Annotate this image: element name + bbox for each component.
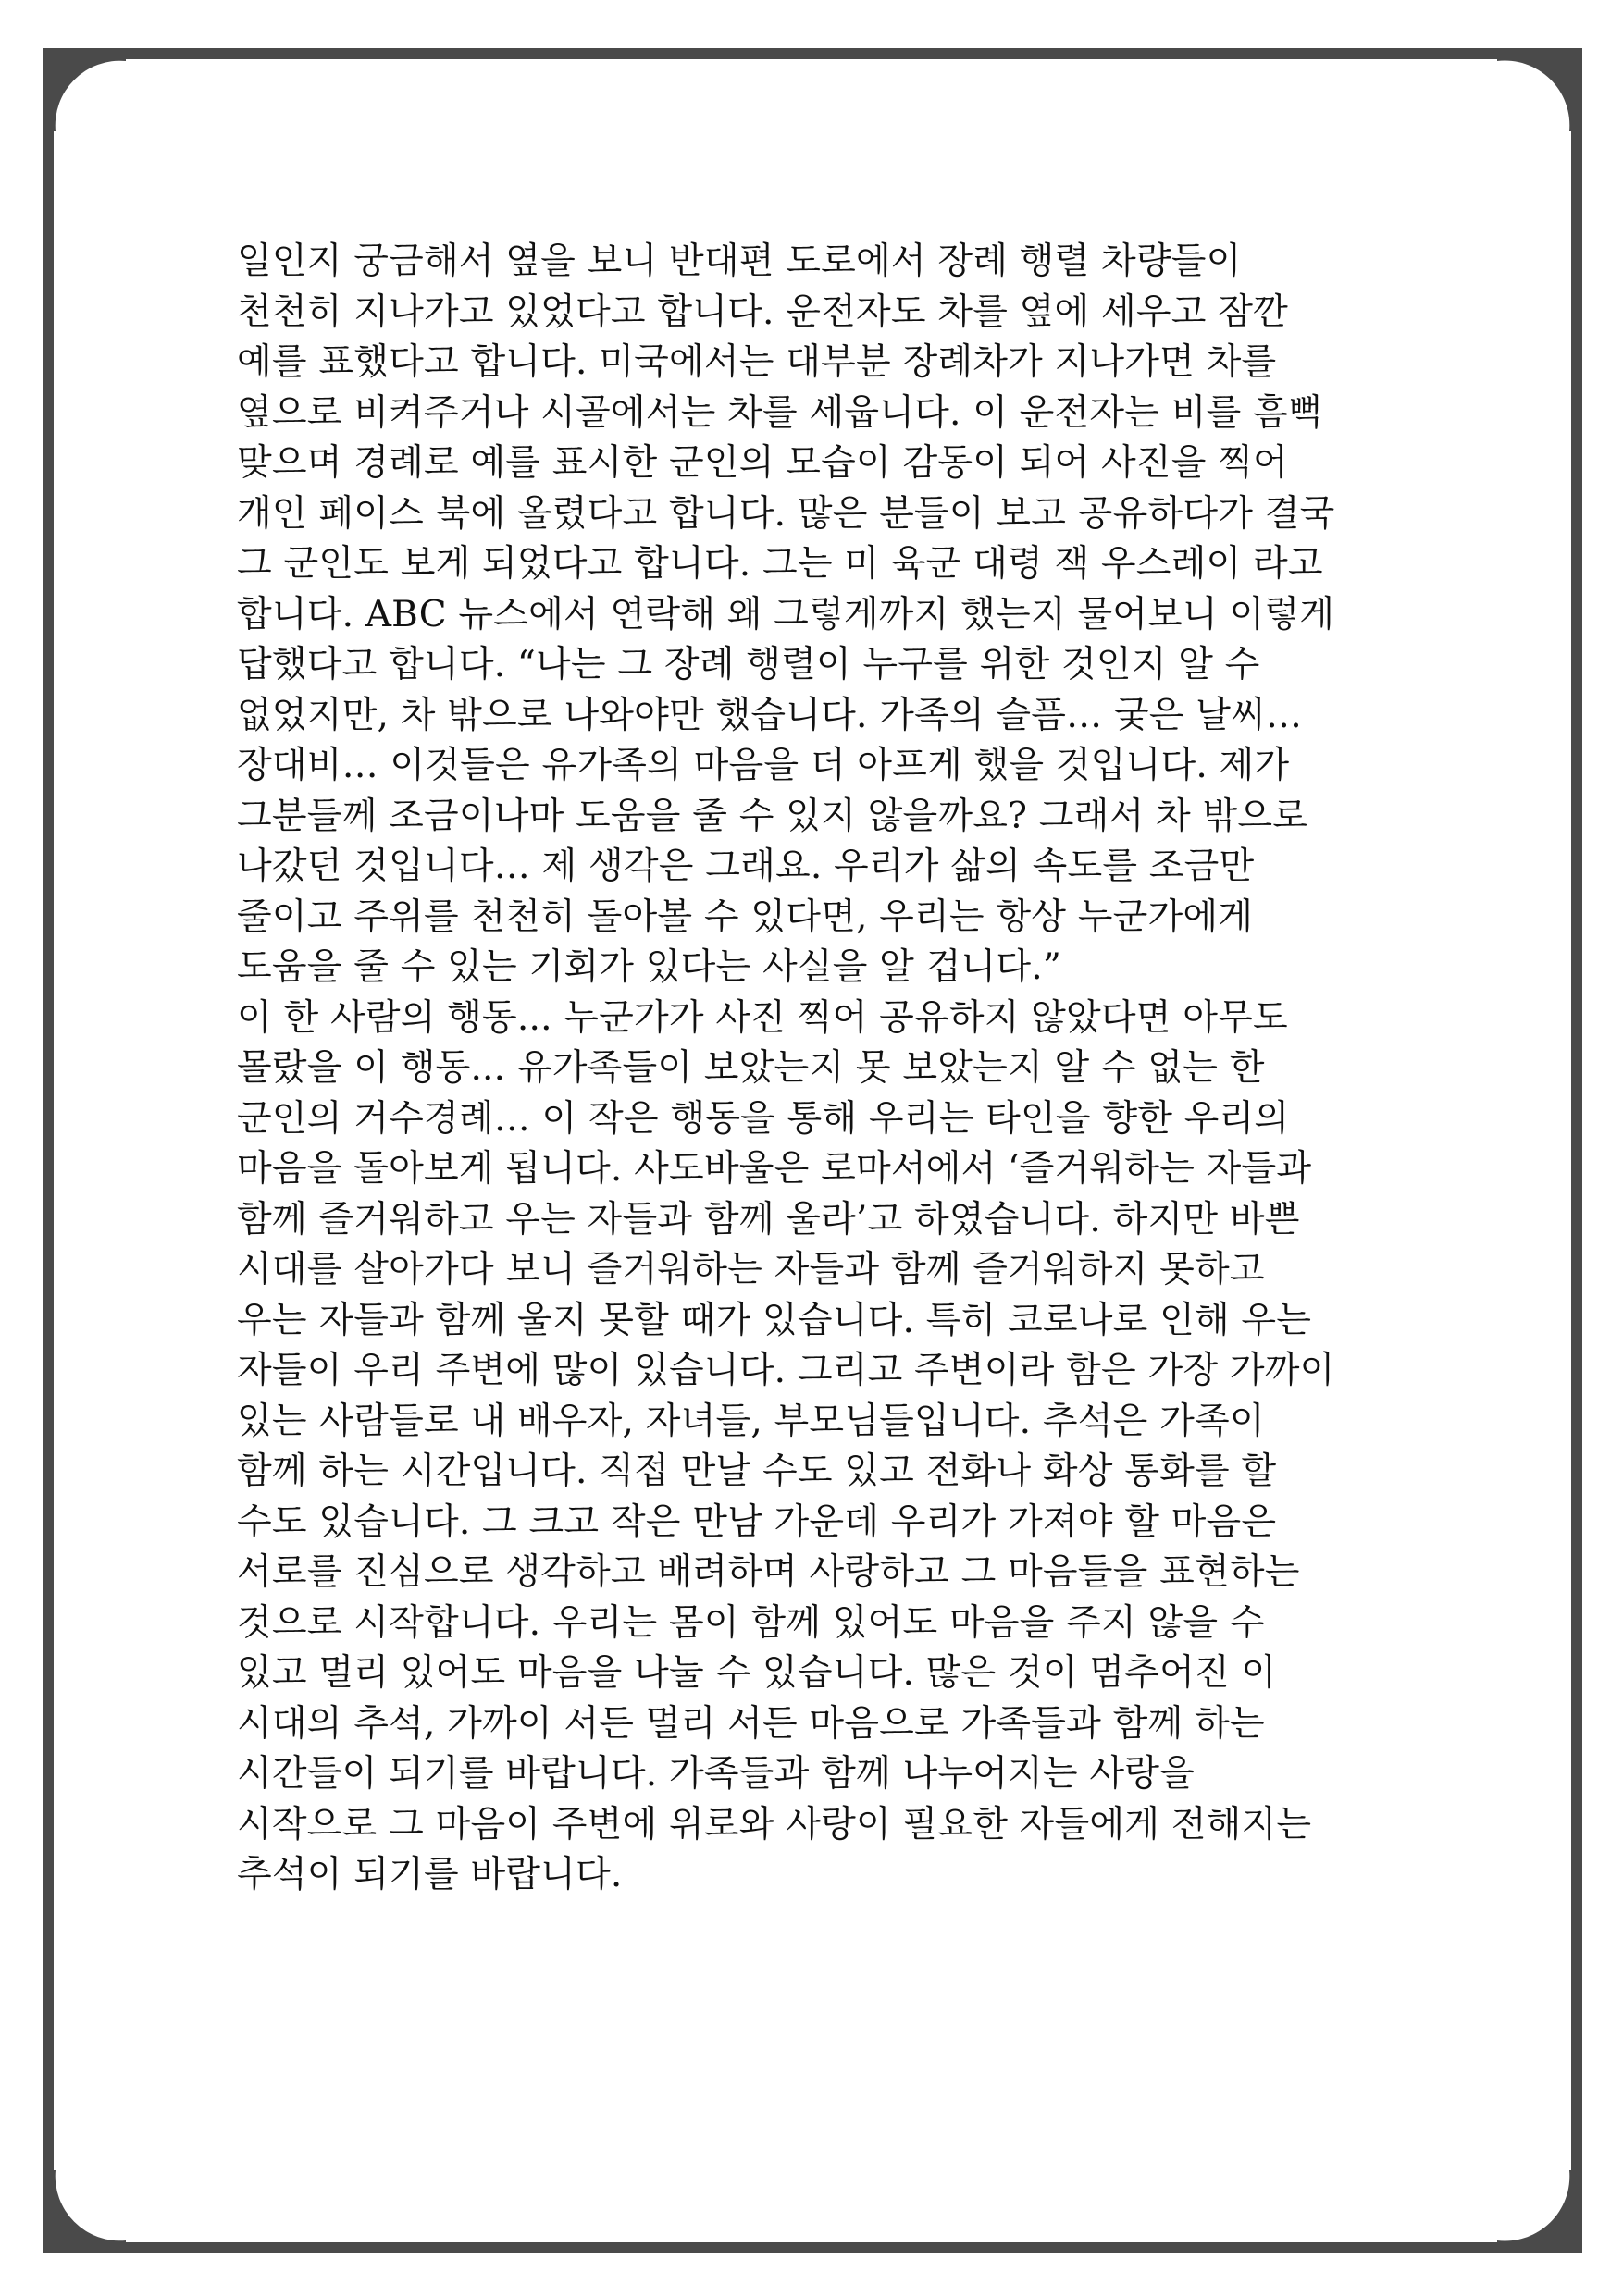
text-line: 이 한 사람의 행동... 누군가가 사진 찍어 공유하지 않았다면 아무도 — [237, 996, 1288, 1039]
text-line: 천천히 지나가고 있었다고 합니다. 운전자도 차를 옆에 세우고 잠깐 — [237, 290, 1288, 333]
corner-bottom-right — [1497, 2170, 1582, 2253]
text-line: 함께 하는 시간입니다. 직접 만날 수도 있고 전화나 화상 통화를 할 — [237, 1450, 1277, 1492]
text-line: 있고 멀리 있어도 마음을 나눌 수 있습니다. 많은 것이 멈추어진 이 — [237, 1652, 1277, 1694]
text-line: 함께 즐거워하고 우는 자들과 함께 울라’고 하였습니다. 하지만 바쁜 — [237, 1198, 1300, 1241]
text-line: 예를 표했다고 합니다. 미국에서는 대부분 장례차가 지나가면 차를 — [237, 341, 1277, 383]
text-line: 답했다고 합니다. “나는 그 장례 행렬이 누구를 위한 것인지 알 수 — [237, 644, 1260, 685]
text-line: 도움을 줄 수 있는 기회가 있다는 사실을 알 겁니다.” — [237, 946, 1061, 988]
text-line: 장대비… 이것들은 유가족의 마음을 더 아프게 했을 것입니다. 제가 — [237, 745, 1290, 786]
text-line: 것으로 시작합니다. 우리는 몸이 함께 있어도 마음을 주지 않을 수 — [237, 1601, 1265, 1644]
text-line: 시작으로 그 마음이 주변에 위로와 사랑이 필요한 자들에게 전해지는 — [237, 1803, 1312, 1845]
text-line: 수도 있습니다. 그 크고 작은 만남 가운데 우리가 가져야 할 마음은 — [237, 1500, 1277, 1543]
text-line: 서로를 진심으로 생각하고 배려하며 사랑하고 그 마음들을 표현하는 — [237, 1551, 1300, 1593]
text-line: 그 군인도 보게 되었다고 합니다. 그는 미 육군 대령 잭 우스레이 라고 — [237, 543, 1323, 585]
corner-top-right — [1497, 48, 1582, 131]
text-line: 일인지 궁금해서 옆을 보니 반대편 도로에서 장례 행렬 차량들이 — [237, 241, 1242, 282]
text-line: 군인의 거수경례… 이 작은 행동을 통해 우리는 타인을 향한 우리의 — [237, 1097, 1290, 1140]
corner-top-left — [43, 48, 126, 131]
text-line: 옆으로 비켜주거나 시골에서는 차를 세웁니다. 이 운전자는 비를 흠뻑 — [237, 391, 1323, 434]
text-line: 마음을 돌아보게 됩니다. 사도바울은 로마서에서 ‘즐거워하는 자들과 — [237, 1148, 1312, 1190]
text-line: 그분들께 조금이나마 도움을 줄 수 있지 않을까요? 그래서 차 밖으로 — [237, 795, 1308, 837]
text-line: 시대의 추석, 가까이 서든 멀리 서든 마음으로 가족들과 함께 하는 — [237, 1702, 1265, 1745]
text-line: 나갔던 것입니다… 제 생각은 그래요. 우리가 삶의 속도를 조금만 — [237, 846, 1255, 887]
text-line: 없었지만, 차 밖으로 나와야만 했습니다. 가족의 슬픔… 궂은 날씨… — [237, 694, 1303, 736]
text-line: 추석이 되기를 바랍니다. — [237, 1854, 623, 1895]
text-line: 합니다. ABC 뉴스에서 연락해 왜 그렇게까지 했는지 물어보니 이렇게 — [237, 593, 1335, 636]
text-line: 우는 자들과 함께 울지 못할 때가 있습니다. 특히 코로나로 인해 우는 — [237, 1299, 1312, 1341]
corner-bottom-left — [43, 2170, 126, 2253]
text-line: 있는 사람들로 내 배우자, 자녀들, 부모님들입니다. 추석은 가족이 — [237, 1400, 1265, 1442]
text-line: 줄이고 주위를 천천히 돌아볼 수 있다면, 우리는 항상 누군가에게 — [237, 895, 1254, 938]
text-line: 시간들이 되기를 바랍니다. 가족들과 함께 나누어지는 사랑을 — [237, 1753, 1196, 1795]
text-line: 자들이 우리 주변에 많이 있습니다. 그리고 주변이라 함은 가장 가까이 — [237, 1350, 1335, 1391]
text-line: 맞으며 경례로 예를 표시한 군인의 모습이 감동이 되어 사진을 찍어 — [237, 442, 1288, 484]
text-line: 몰랐을 이 행동... 유가족들이 보았는지 못 보았는지 알 수 없는 한 — [237, 1047, 1265, 1089]
body-text — [237, 237, 1458, 1901]
text-line: 개인 페이스 북에 올렸다고 합니다. 많은 분들이 보고 공유하다가 결국 — [237, 492, 1335, 535]
text-line: 시대를 살아가다 보니 즐거워하는 자들과 함께 즐거워하지 못하고 — [237, 1249, 1265, 1290]
